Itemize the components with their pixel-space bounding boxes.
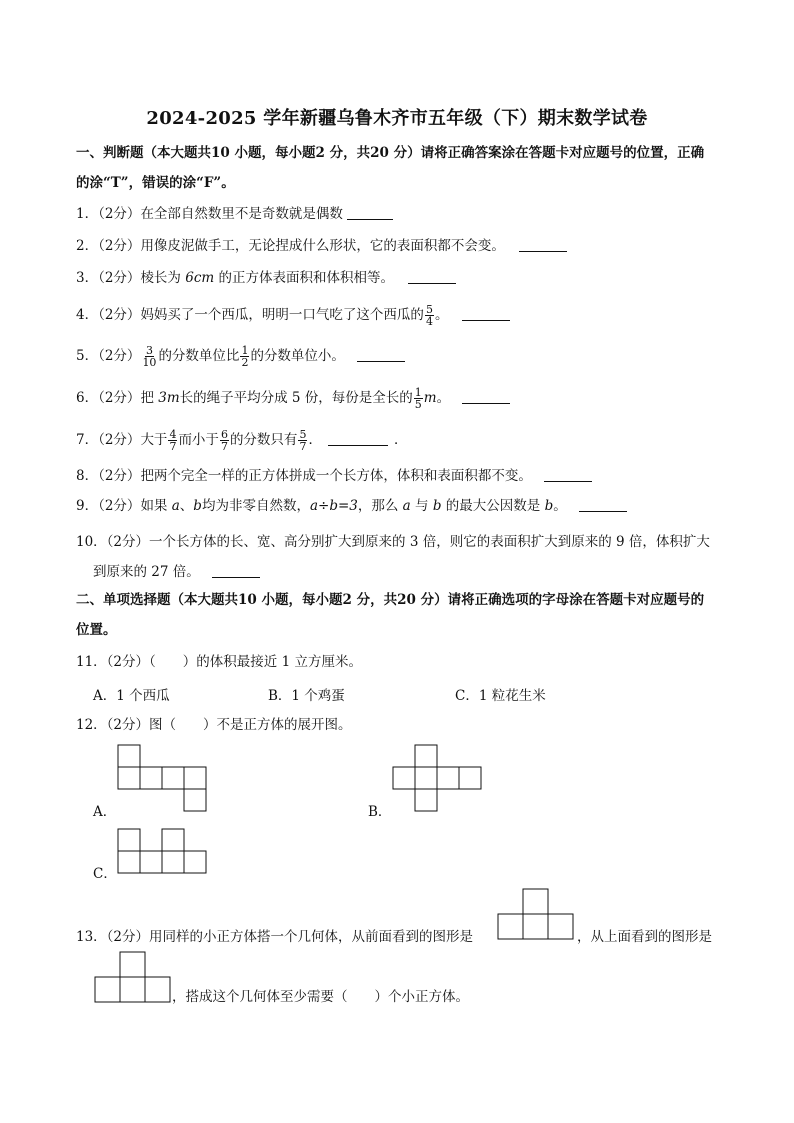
q7-pre: 大于: [140, 432, 168, 448]
q1-number: 1．（2分）: [76, 206, 141, 222]
question-4: [76, 304, 510, 327]
q11-option-c[interactable]: C．1 粒花生米: [455, 688, 546, 704]
q6-pre: 把: [140, 390, 159, 406]
q6-fraction: $\frac{1}{5}$: [414, 386, 422, 411]
q13-top-view: [94, 951, 172, 1003]
q9-post: 。: [553, 498, 567, 514]
q12-net-a: [117, 744, 209, 812]
q9-var-a: a: [171, 498, 180, 514]
question-5: [76, 345, 405, 368]
q5-number: 5．（2分）: [76, 348, 141, 364]
question-10: [76, 527, 710, 587]
q13-pre: 用同样的小正方体搭一个几何体，从前面看到的图形是: [149, 929, 474, 945]
q10-line2: 到原来的 27 倍。: [93, 564, 200, 580]
q5-mid: 的分数单位比: [158, 348, 240, 364]
q6-variable: 3m: [158, 390, 180, 406]
q6-unit: m: [423, 390, 437, 406]
question-6: [76, 387, 510, 410]
q1-answer-blank[interactable]: [347, 205, 393, 220]
q13-number: 13．（2分）: [76, 929, 150, 945]
q8-number: 8．（2分）: [76, 468, 141, 484]
q12-text: 图（ ）不是正方体的展开图。: [149, 717, 352, 733]
q10-number: 10．（2分）: [76, 534, 150, 550]
q6-mid: 长的绳子平均分成 5 份，每份是全长的: [179, 390, 413, 406]
q3-number: 3．（2分）: [76, 270, 141, 286]
q9-mid: 均为非零自然数，: [201, 498, 310, 514]
q9-answer-blank[interactable]: [579, 497, 627, 512]
page-title: 2024-2025 学年新疆乌鲁木齐市五年级（下）期末数学试卷: [146, 108, 648, 129]
q11-option-a[interactable]: A．1 个西瓜: [93, 688, 170, 704]
q3-answer-blank[interactable]: [408, 269, 456, 284]
question-7: [76, 429, 407, 452]
q9-equation: a÷b=3: [309, 498, 358, 514]
q2-number: 2．（2分）: [76, 238, 141, 254]
section-1-line2: 的涂“T”，错误的涂“F”。: [76, 175, 235, 191]
q8-text: 把两个完全一样的正方体拼成一个长方体，体积和表面积都不变。: [140, 468, 532, 484]
q6-answer-blank[interactable]: [462, 389, 510, 404]
q9-mid2: ，那么: [357, 498, 403, 514]
q1-text: 在全部自然数里不是奇数就是偶数: [140, 206, 343, 222]
q11-text: （ ）的体积最接近 1 立方厘米。: [149, 654, 362, 670]
q7-fraction-2: $\frac{6}{7}$: [220, 428, 228, 453]
q7-fraction-1: $\frac{4}{7}$: [169, 428, 177, 453]
q9-var-b2: b: [432, 498, 442, 514]
q11-option-b[interactable]: B．1 个鸡蛋: [268, 688, 345, 704]
q5-post: 的分数单位小。: [250, 348, 345, 364]
q10-line1: 一个长方体的长、宽、高分别扩大到原来的 3 倍，则它的表面积扩大到原来的 9 倍，体积扩大: [149, 534, 710, 550]
q4-post: 。: [434, 307, 449, 323]
q9-var-a2: a: [402, 498, 411, 514]
q12-number: 12．（2分）: [76, 717, 150, 733]
question-3: [76, 268, 456, 288]
question-13-line1: [76, 927, 473, 947]
q13-mid: ，从上面看到的图形是: [577, 929, 712, 945]
section-1-line1: 一、判断题（本大题共10 小题，每小题2 分，共20 分）请将正确答案涂在答题卡对应题号的位置，正确: [76, 145, 705, 161]
q3-pre: 棱长为: [140, 270, 186, 286]
q7-tail: ．: [393, 432, 408, 448]
question-8: [76, 466, 592, 486]
q11-number: 11．（2分）: [76, 654, 150, 670]
q13-front-view: [497, 888, 575, 940]
q3-post: 的正方体表面积和体积相等。: [214, 270, 394, 286]
q9-pre: 如果: [140, 498, 172, 514]
q9-number: 9．（2分）: [76, 498, 141, 514]
q2-answer-blank[interactable]: [519, 237, 567, 252]
q12-net-c: [117, 828, 209, 876]
q9-mid4: 的最大公因数是: [441, 498, 545, 514]
q4-fraction: $\frac{5}{4}$: [425, 303, 433, 328]
q8-answer-blank[interactable]: [544, 467, 592, 482]
q7-post: ．: [308, 432, 322, 448]
q12-option-b-label[interactable]: B．: [368, 804, 392, 820]
section-2-line1: 二、单项选择题（本大题共10 小题，每小题2 分，共20 分）请将正确选项的字母涂在答题卡对应题号的: [76, 592, 705, 608]
section-2-heading: [76, 585, 726, 645]
question-12: [76, 715, 352, 735]
q12-option-a-label[interactable]: A．: [93, 804, 117, 820]
q3-variable: 6cm: [185, 270, 215, 286]
question-1: [76, 204, 393, 224]
q12-net-b: [392, 744, 484, 812]
q9-sep: 、: [179, 498, 194, 514]
q7-mid1: 而小于: [178, 432, 219, 448]
q12-option-c-label[interactable]: C．: [93, 866, 117, 882]
q13-post: ，搭成这个几何体至少需要（ ）个小正方体。: [172, 989, 469, 1005]
question-2: [76, 236, 567, 256]
section-1-heading: [76, 138, 726, 198]
q5-fraction-1: $\frac{3}{10}$: [142, 344, 157, 369]
q7-answer-blank[interactable]: [328, 431, 388, 446]
q9-var-b: b: [193, 498, 202, 514]
q4-pre: 妈妈买了一个西瓜，明明一口气吃了这个西瓜的: [140, 307, 424, 323]
q2-text: 用像皮泥做手工，无论捏成什么形状，它的表面积都不会变。: [140, 238, 505, 254]
q6-number: 6．（2分）: [76, 390, 141, 406]
q6-post: 。: [436, 390, 451, 406]
q9-var-b3: b: [544, 498, 554, 514]
q5-answer-blank[interactable]: [357, 347, 405, 362]
q7-number: 7．（2分）: [76, 432, 141, 448]
question-11: [76, 652, 362, 672]
q4-number: 4．（2分）: [76, 307, 141, 323]
q4-answer-blank[interactable]: [462, 306, 510, 321]
question-9: [76, 496, 627, 516]
q10-answer-blank[interactable]: [212, 563, 260, 578]
q5-fraction-2: $\frac{1}{2}$: [241, 344, 249, 369]
q7-mid2: 的分数只有: [229, 432, 298, 448]
section-2-line2: 位置。: [76, 622, 117, 638]
q7-fraction-3: $\frac{5}{7}$: [299, 428, 307, 453]
q9-mid3: 与: [410, 498, 433, 514]
